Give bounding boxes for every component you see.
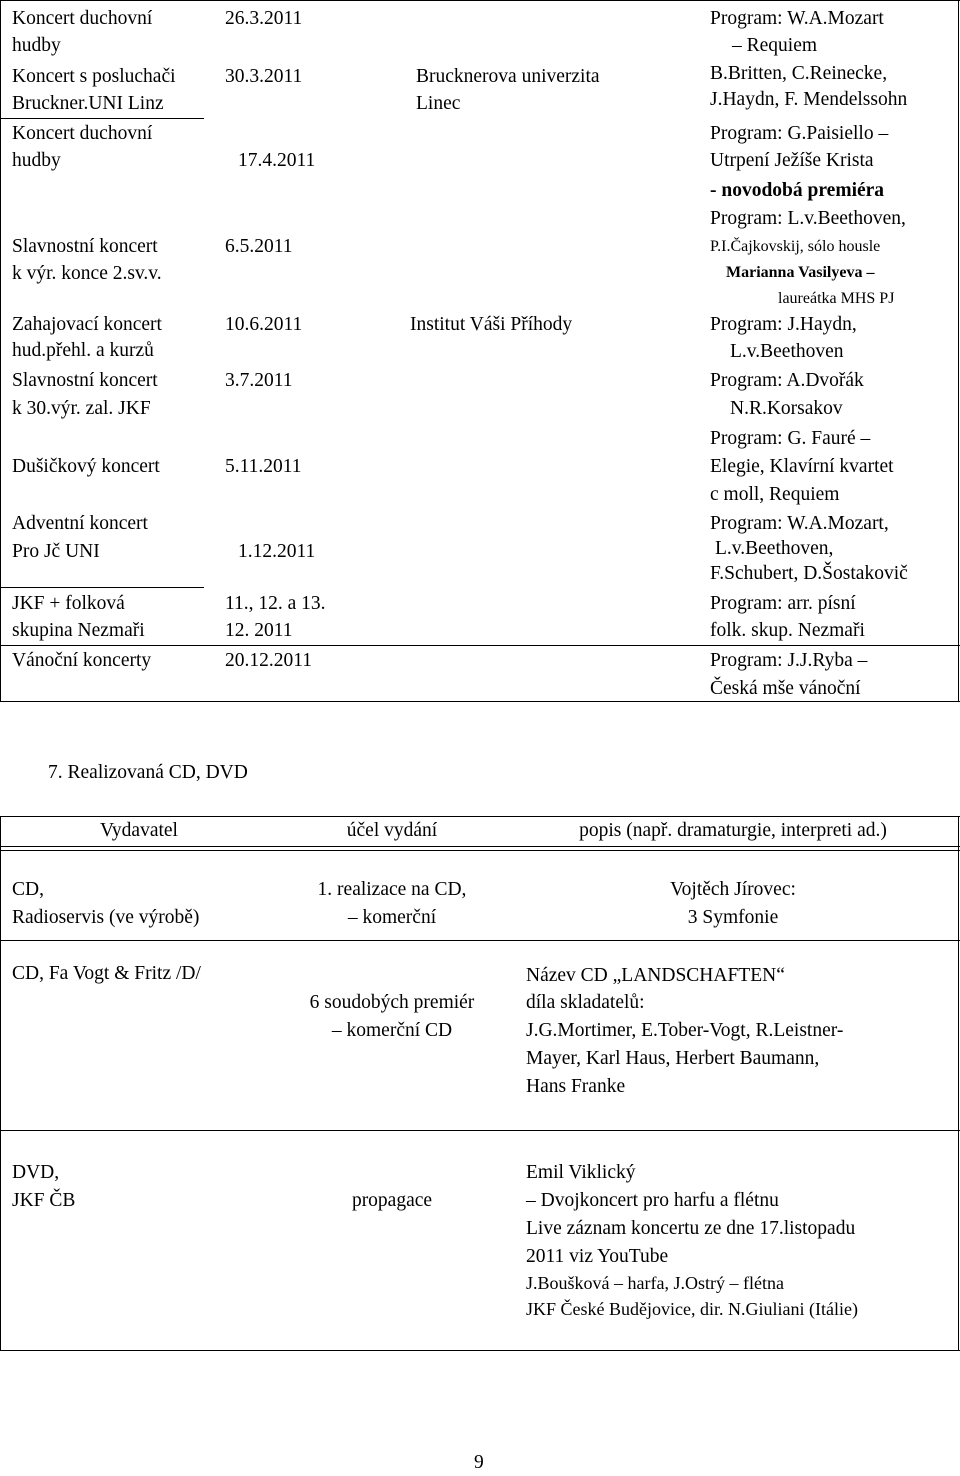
row-divider — [0, 118, 204, 119]
cd-description: Hans Franke — [526, 1076, 626, 1097]
concert-date: 30.3.2011 — [225, 66, 303, 87]
concert-program: Program: arr. písní — [710, 593, 856, 614]
concert-date: 17.4.2011 — [238, 150, 316, 171]
concert-program: Program: A.Dvořák — [710, 370, 864, 391]
cd-purpose: 1. realizace na CD, — [317, 879, 467, 900]
concert-name: Dušičkový koncert — [12, 456, 160, 477]
cd-purpose: – komerční — [347, 907, 437, 928]
concert-name: JKF + folková — [12, 593, 125, 614]
cd-description: Mayer, Karl Haus, Herbert Baumann, — [526, 1048, 820, 1069]
cd-description: Vojtěch Jírovec: — [670, 879, 796, 900]
concert-date: 10.6.2011 — [225, 314, 303, 335]
concert-venue: Brucknerova univerzita — [416, 66, 600, 87]
concert-date: 11., 12. a 13. — [225, 593, 326, 614]
concert-venue: Linec — [416, 93, 461, 114]
header-purpose: účel vydání — [346, 820, 438, 841]
concert-program: Utrpení Ježíše Krista — [710, 150, 874, 171]
page-number: 9 — [474, 1452, 484, 1473]
dvd-purpose: propagace — [351, 1190, 433, 1211]
concert-program: J.Haydn, F. Mendelssohn — [710, 89, 908, 110]
concert-name: Slavnostní koncert — [12, 370, 158, 391]
concert-date: 12. 2011 — [225, 620, 293, 641]
dvd-description: J.Boušková – harfa, J.Ostrý – flétna — [526, 1273, 784, 1293]
header-border — [0, 846, 960, 847]
concert-date: 1.12.2011 — [238, 541, 316, 562]
concert-name: Pro Jč UNI — [12, 541, 100, 562]
dvd-description: JKF České Budějovice, dir. N.Giuliani (Itálie) — [526, 1299, 858, 1319]
concert-name: Adventní koncert — [12, 513, 148, 534]
header-description: popis (např. dramaturgie, interpreti ad.) — [579, 820, 887, 841]
concert-date: 3.7.2011 — [225, 370, 293, 391]
cd-publisher: Radioservis (ve výrobě) — [12, 907, 200, 928]
concert-program: B.Britten, C.Reinecke, — [710, 63, 888, 84]
header-border — [0, 850, 960, 851]
concert-name: Bruckner.UNI Linz — [12, 93, 164, 114]
concert-program: Program: W.A.Mozart, — [710, 513, 889, 534]
concert-program: Program: G. Fauré – — [710, 428, 871, 449]
concert-name: hud.přehl. a kurzů — [12, 340, 154, 361]
dvd-description: – Dvojkoncert pro harfu a flétnu — [526, 1190, 779, 1211]
concert-name: skupina Nezmaři — [12, 620, 145, 641]
concert-date: 5.11.2011 — [225, 456, 302, 477]
concert-program: folk. skup. Nezmaři — [710, 620, 865, 641]
table-border-top — [0, 0, 960, 1]
concert-date: 26.3.2011 — [225, 8, 303, 29]
table-border-right — [958, 0, 959, 702]
concert-program: L.v.Beethoven, — [715, 538, 834, 559]
concert-venue: Institut Váši Příhody — [410, 314, 573, 335]
concert-program: Česká mše vánoční — [710, 678, 861, 699]
concert-program: F.Schubert, D.Šostakovič — [710, 563, 908, 584]
concert-name: k výr. konce 2.sv.v. — [12, 263, 162, 284]
dvd-description: Emil Viklický — [526, 1162, 636, 1183]
row-divider — [0, 645, 960, 646]
row-divider — [0, 587, 204, 588]
concert-program: – Requiem — [732, 35, 818, 56]
concert-program: Program: W.A.Mozart — [710, 8, 884, 29]
concert-name: Slavnostní koncert — [12, 236, 158, 257]
concert-program: P.I.Čajkovskij, sólo housle — [710, 238, 881, 255]
cd-description: díla skladatelů: — [526, 992, 645, 1013]
table-border-left — [0, 0, 1, 702]
row-divider — [0, 940, 960, 941]
section-heading: 7. Realizovaná CD, DVD — [48, 762, 248, 783]
dvd-description: 2011 viz YouTube — [526, 1246, 669, 1267]
cd-description: 3 Symfonie — [687, 907, 779, 928]
concert-program: Program: L.v.Beethoven, — [710, 208, 906, 229]
concert-program: c moll, Requiem — [710, 484, 840, 505]
concert-program: N.R.Korsakov — [730, 398, 843, 419]
premiere-note: - novodobá premiéra — [710, 180, 885, 201]
concert-name: Koncert duchovní — [12, 8, 153, 29]
cd-description: Název CD „LANDSCHAFTEN“ — [526, 965, 785, 986]
concert-name: k 30.výr. zal. JKF — [12, 398, 151, 419]
table-border-bottom — [0, 1350, 960, 1351]
cd-purpose: 6 soudobých premiér — [309, 992, 475, 1013]
soloist-title: laureátka MHS PJ — [778, 290, 895, 307]
concert-date: 20.12.2011 — [225, 650, 313, 671]
soloist-name: Marianna Vasilyeva – — [726, 264, 875, 281]
concert-program: Program: J.J.Ryba – — [710, 650, 868, 671]
dvd-description: Live záznam koncertu ze dne 17.listopadu — [526, 1218, 856, 1239]
concert-program: Program: J.Haydn, — [710, 314, 857, 335]
concert-name: Vánoční koncerty — [12, 650, 152, 671]
table-border-left — [0, 816, 1, 1351]
concert-name: hudby — [12, 150, 61, 171]
concert-name: Koncert duchovní — [12, 123, 153, 144]
concert-name: Zahajovací koncert — [12, 314, 162, 335]
concert-date: 6.5.2011 — [225, 236, 293, 257]
row-divider — [0, 1130, 960, 1131]
header-publisher: Vydavatel — [100, 820, 178, 841]
concert-program: Program: G.Paisiello – — [710, 123, 889, 144]
cd-purpose: – komerční CD — [331, 1020, 453, 1041]
concert-name: hudby — [12, 35, 61, 56]
concert-program: L.v.Beethoven — [730, 341, 844, 362]
cd-description: J.G.Mortimer, E.Tober-Vogt, R.Leistner- — [526, 1020, 844, 1041]
cd-publisher: CD, Fa Vogt & Fritz /D/ — [12, 963, 201, 984]
concert-name: Koncert s posluchači — [12, 66, 176, 87]
dvd-publisher: DVD, — [12, 1162, 60, 1183]
dvd-publisher: JKF ČB — [12, 1190, 76, 1211]
concert-program: Elegie, Klavírní kvartet — [710, 456, 894, 477]
cd-publisher: CD, — [12, 879, 44, 900]
